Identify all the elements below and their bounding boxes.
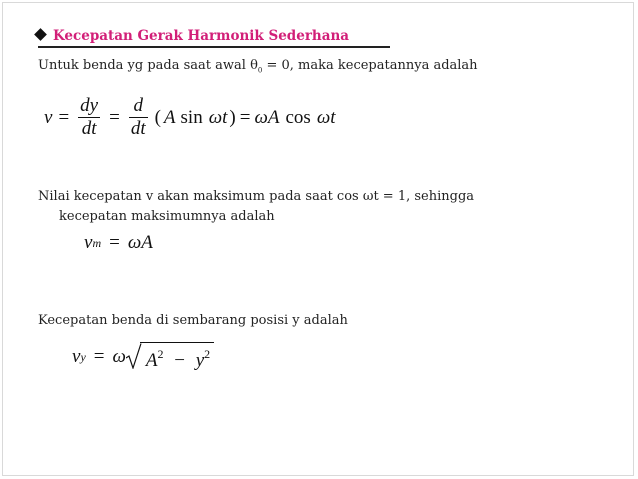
intro-text-after: = 0, maka kecepatannya adalah: [262, 58, 478, 73]
eq1-den-dt: dt: [78, 117, 100, 140]
eq3-equals: =: [93, 346, 105, 367]
square-root: [126, 342, 214, 372]
diamond-bullet-icon: [34, 28, 47, 41]
eq1-num-d: d: [133, 95, 143, 116]
eq3-A: A: [145, 350, 158, 371]
theta-symbol: θ: [250, 58, 258, 73]
eq1-A: A: [163, 106, 176, 128]
eq1-v: v: [44, 106, 53, 128]
position-velocity-line: Kecepatan benda di sembarang posisi y adalah: [38, 313, 348, 328]
velocity-equation: [44, 95, 336, 140]
eq1-num-dy: dy: [80, 95, 99, 116]
slide-heading: [36, 28, 349, 44]
heading-text: Kecepatan Gerak Harmonik Sederhana: [53, 28, 350, 44]
eq2-sub-m: m: [92, 235, 102, 250]
eq3-sub-y: y: [80, 349, 86, 364]
intro-text-before: Untuk benda yg pada saat awal: [38, 58, 251, 73]
intro-line: [38, 58, 478, 75]
eq1-omega-A: ωA: [254, 106, 280, 128]
eq1-omega-t-2: ωt: [316, 106, 336, 128]
max-velocity-equation: [84, 232, 153, 254]
eq1-equals-3: =: [239, 106, 251, 128]
eq1-paren-close: ): [229, 106, 236, 128]
eq1-cos: cos: [285, 106, 311, 128]
theta-subscript: 0: [257, 66, 263, 75]
position-velocity-equation: [72, 342, 214, 372]
eq3-sup-2a: 2: [157, 347, 164, 361]
max-velocity-line-1: Nilai kecepatan v akan maksimum pada saat cos ωt = 1, sehingga: [38, 189, 475, 204]
eq1-sin: sin: [180, 106, 203, 128]
eq1-fraction-dy-dt: [78, 95, 100, 140]
eq3-y: y: [195, 350, 205, 371]
eq1-omega-t: ωt: [208, 106, 228, 128]
max-velocity-line-2: kecepatan maksimumnya adalah: [59, 209, 275, 224]
eq2-equals: =: [109, 232, 120, 253]
eq2-v: v: [84, 232, 93, 253]
eq3-minus: −: [174, 350, 185, 371]
eq1-paren-open: (: [154, 106, 161, 128]
eq1-fraction-d-dt: [129, 95, 148, 140]
radical-sign-icon: [126, 343, 142, 369]
eq3-v: v: [72, 346, 81, 367]
eq1-den-dt-2: dt: [130, 118, 146, 139]
eq3-sup-2b: 2: [204, 347, 211, 361]
eq2-omega-A: ωA: [127, 232, 153, 253]
eq1-equals: =: [58, 106, 70, 128]
heading-underline: [38, 46, 390, 48]
eq1-equals-2: =: [109, 106, 120, 128]
eq3-omega: ω: [112, 346, 126, 367]
